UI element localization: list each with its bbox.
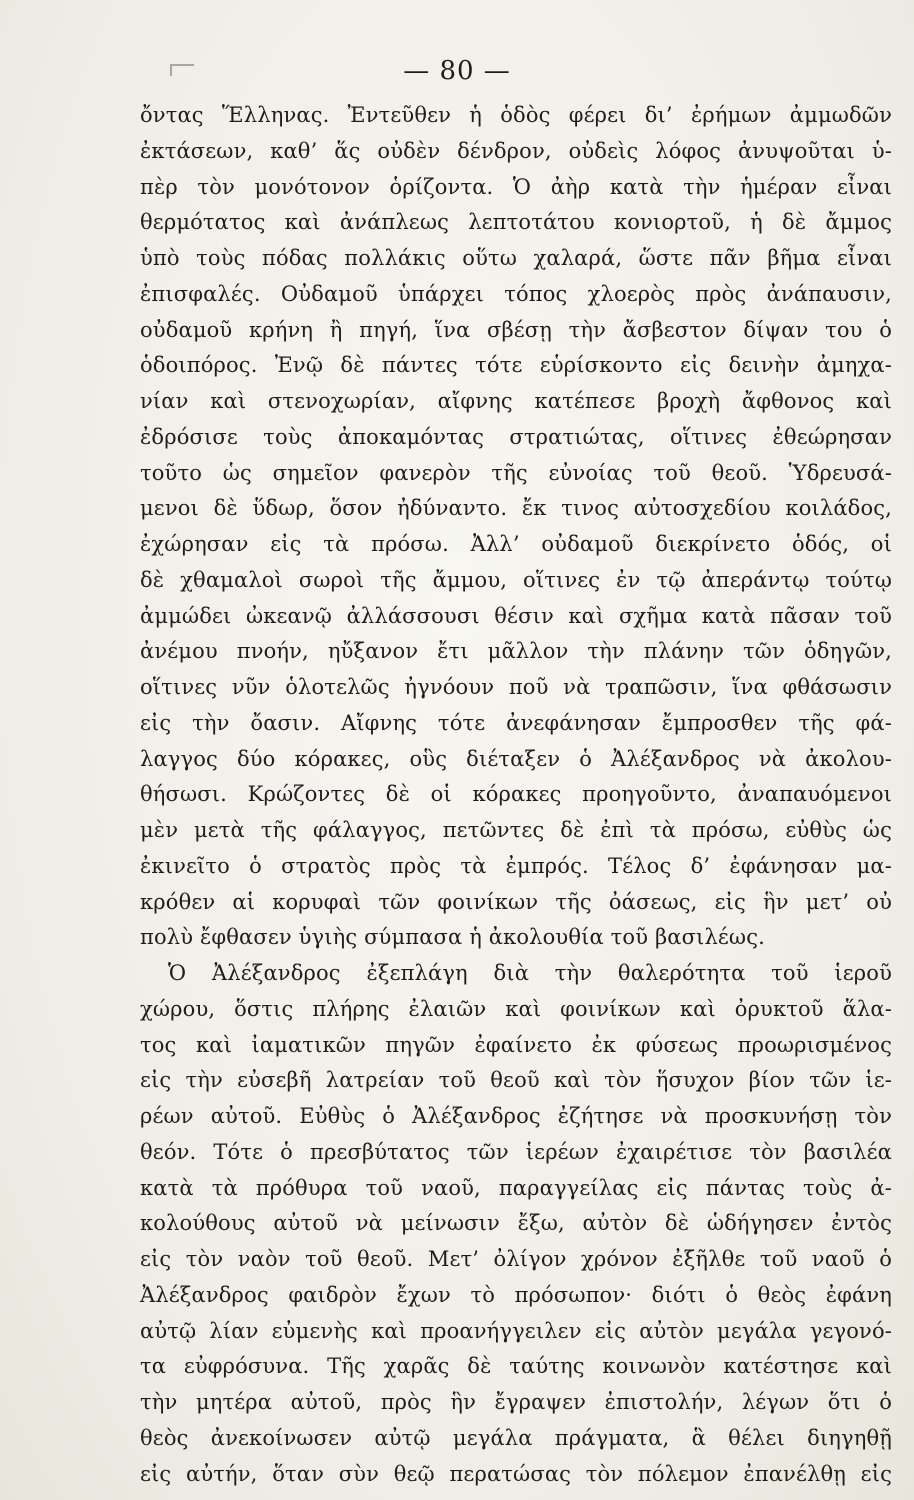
text-line: θερμότατος καὶ ἀνάπλεως λεπτοτάτου κονιορτοῦ, ἡ δὲ ἄμμος — [140, 210, 892, 235]
text-line: νίαν καὶ στενοχωρίαν, αἴφνης κατέπεσε βροχὴ ἄφθονος καὶ — [140, 389, 892, 413]
text-line: οἵτινες νῦν ὁλοτελῶς ἠγνόουν ποῦ νὰ τραπῶσιν, ἵνα φθάσωσιν — [140, 675, 892, 699]
text-line: κολούθους αὐτοῦ νὰ μείνωσιν ἔξω, αὐτὸν δὲ ὡδήγησεν ἐντὸς — [140, 1211, 892, 1236]
text-line: ἐκινεῖτο ὁ στρατὸς πρὸς τὰ ἐμπρός. Τέλος δ’ ἐφάνησαν μα- — [140, 853, 892, 878]
text-line: θεόν. Τότε ὁ πρεσβύτατος τῶν ἱερέων ἐχαιρέτισε τὸν βασιλέα — [140, 1139, 892, 1164]
text-line: ρέων αὐτοῦ. Εὐθὺς ὁ Ἀλέξανδρος ἐζήτησε νὰ προσκυνήσῃ τὸν — [140, 1104, 892, 1128]
text-line: κρόθεν αἱ κορυφαὶ τῶν φοινίκων τῆς ὀάσεως, εἰς ἣν μετ’ οὐ — [140, 889, 892, 914]
text-line: λαγγος δύο κόρακες, οὓς διέταξεν ὁ Ἀλέξανδρος νὰ ἀκολου- — [140, 746, 892, 771]
text-line: πολὺ ἔφθασεν ὑγιὴς σύμπασα ἡ ἀκολουθία τοῦ βασιλέως. — [140, 925, 765, 950]
text-line: ὄντας Ἕλληνας. Ἐντεῦθεν ἡ ὁδὸς φέρει δι’ ἐρήμων ἀμμωδῶν — [140, 103, 892, 127]
text-line: εἰς τὴν ὄασιν. Αἴφνης τότε ἀνεφάνησαν ἔμπροσθεν τῆς φά- — [140, 710, 892, 735]
text-line: πὲρ τὸν μονότονον ὁρίζοντα. Ὁ ἀὴρ κατὰ τὴν ἡμέραν εἶναι — [140, 174, 892, 199]
text-line: δὲ χθαμαλοὶ σωροὶ τῆς ἄμμου, οἵτινες ἐν τῷ ἀπεράντῳ τούτῳ — [140, 567, 892, 592]
text-line: εἰς αὐτήν, ὅταν σὺν θεῷ περατώσας τὸν πόλεμον ἐπανέλθῃ εἰς — [140, 1461, 892, 1486]
text-line: κατὰ τὰ πρόθυρα τοῦ ναοῦ, παραγγείλας εἰς πάντας τοὺς ἀ- — [140, 1175, 892, 1200]
text-line: ἐδρόσισε τοὺς ἀποκαμόντας στρατιώτας, οἵτινες ἐθεώρησαν — [140, 424, 892, 449]
text-line: θήσωσι. Κρώζοντες δὲ οἱ κόρακες προηγοῦντο, ἀναπαυόμενοι — [140, 782, 892, 807]
text-line: ὑπὸ τοὺς πόδας πολλάκις οὕτω χαλαρά, ὥστε πᾶν βῆμα εἶναι — [140, 246, 892, 270]
text-line: θεὸς ἀνεκοίνωσεν αὐτῷ μεγάλα πράγματα, ἃ θέλει διηγηθῇ — [140, 1425, 892, 1450]
text-line: ἐκτάσεων, καθ’ ἅς οὐδὲν δένδρον, οὐδεὶς λόφος ἀνυψοῦται ὑ- — [140, 138, 892, 163]
text-line: χώρου, ὅστις πλήρης ἐλαιῶν καὶ φοινίκων καὶ ὀρυκτοῦ ἅλα- — [140, 996, 892, 1021]
text-line: μενοι δὲ ὕδωρ, ὅσον ἠδύναντο. ἔκ τινος αὐτοσχεδίου κοιλάδος, — [140, 496, 892, 521]
text-line: ἐπισφαλές. Οὐδαμοῦ ὑπάρχει τόπος χλοερὸς πρὸς ἀνάπαυσιν, — [140, 281, 892, 306]
text-line: τος καὶ ἰαματικῶν πηγῶν ἐφαίνετο ἐκ φύσεως προωρισμένος — [140, 1032, 892, 1057]
text-line: Ἀλέξανδρος φαιδρὸν ἔχων τὸ πρόσωπον· διότι ὁ θεὸς ἐφάνη — [140, 1282, 892, 1307]
text-line: μὲν μετὰ τῆς φάλαγγος, πετῶντες δὲ ἐπὶ τὰ πρόσω, εὐθὺς ὡς — [140, 818, 892, 842]
text-line: ἐχώρησαν εἰς τὰ πρόσω. Ἀλλ’ οὐδαμοῦ διεκρίνετο ὁδός, οἱ — [140, 532, 892, 556]
text-line: τα εὐφρόσυνα. Τῆς χαρᾶς δὲ ταύτης κοινωνὸν κατέστησε καὶ — [140, 1354, 892, 1379]
text-line: ὁδοιπόρος. Ἐνῷ δὲ πάντες τότε εὑρίσκοντο εἰς δεινὴν ἀμηχα- — [140, 353, 892, 378]
text-line: Ὁ Ἀλέξανδρος ἐξεπλάγη διὰ τὴν θαλερότητα τοῦ ἱεροῦ — [168, 961, 892, 985]
page-number: — 80 — — [403, 56, 511, 86]
text-line: τὴν μητέρα αὐτοῦ, πρὸς ἣν ἔγραψεν ἐπιστολήν, λέγων ὅτι ὁ — [140, 1390, 892, 1414]
text-line: οὐδαμοῦ κρήνη ἢ πηγή, ἵνα σβέσῃ τὴν ἄσβεστον δίψαν του ὁ — [140, 317, 892, 342]
text-line: ἀνέμου πνοήν, ηὔξανον ἔτι μᾶλλον τὴν πλάνην τῶν ὁδηγῶν, — [140, 639, 892, 664]
body-text — [140, 98, 892, 1492]
text-line: ἀμμώδει ὠκεανῷ ἀλλάσσουσι θέσιν καὶ σχῆμα κατὰ πᾶσαν τοῦ — [140, 603, 892, 628]
text-line: αὐτῷ λίαν εὐμενὴς καὶ προανήγγειλεν εἰς αὐτὸν μεγάλα γεγονό- — [140, 1318, 892, 1343]
text-line: τοῦτο ὡς σημεῖον φανερὸν τῆς εὐνοίας τοῦ θεοῦ. Ὑδρευσά- — [140, 460, 892, 485]
text-line: εἰς τὴν εὐσεβῆ λατρείαν τοῦ θεοῦ καὶ τὸν ἥσυχον βίον τῶν ἱε- — [140, 1068, 892, 1093]
text-line: εἰς τὸν ναὸν τοῦ θεοῦ. Μετ’ ὀλίγον χρόνον ἐξῆλθε τοῦ ναοῦ ὁ — [140, 1247, 892, 1271]
